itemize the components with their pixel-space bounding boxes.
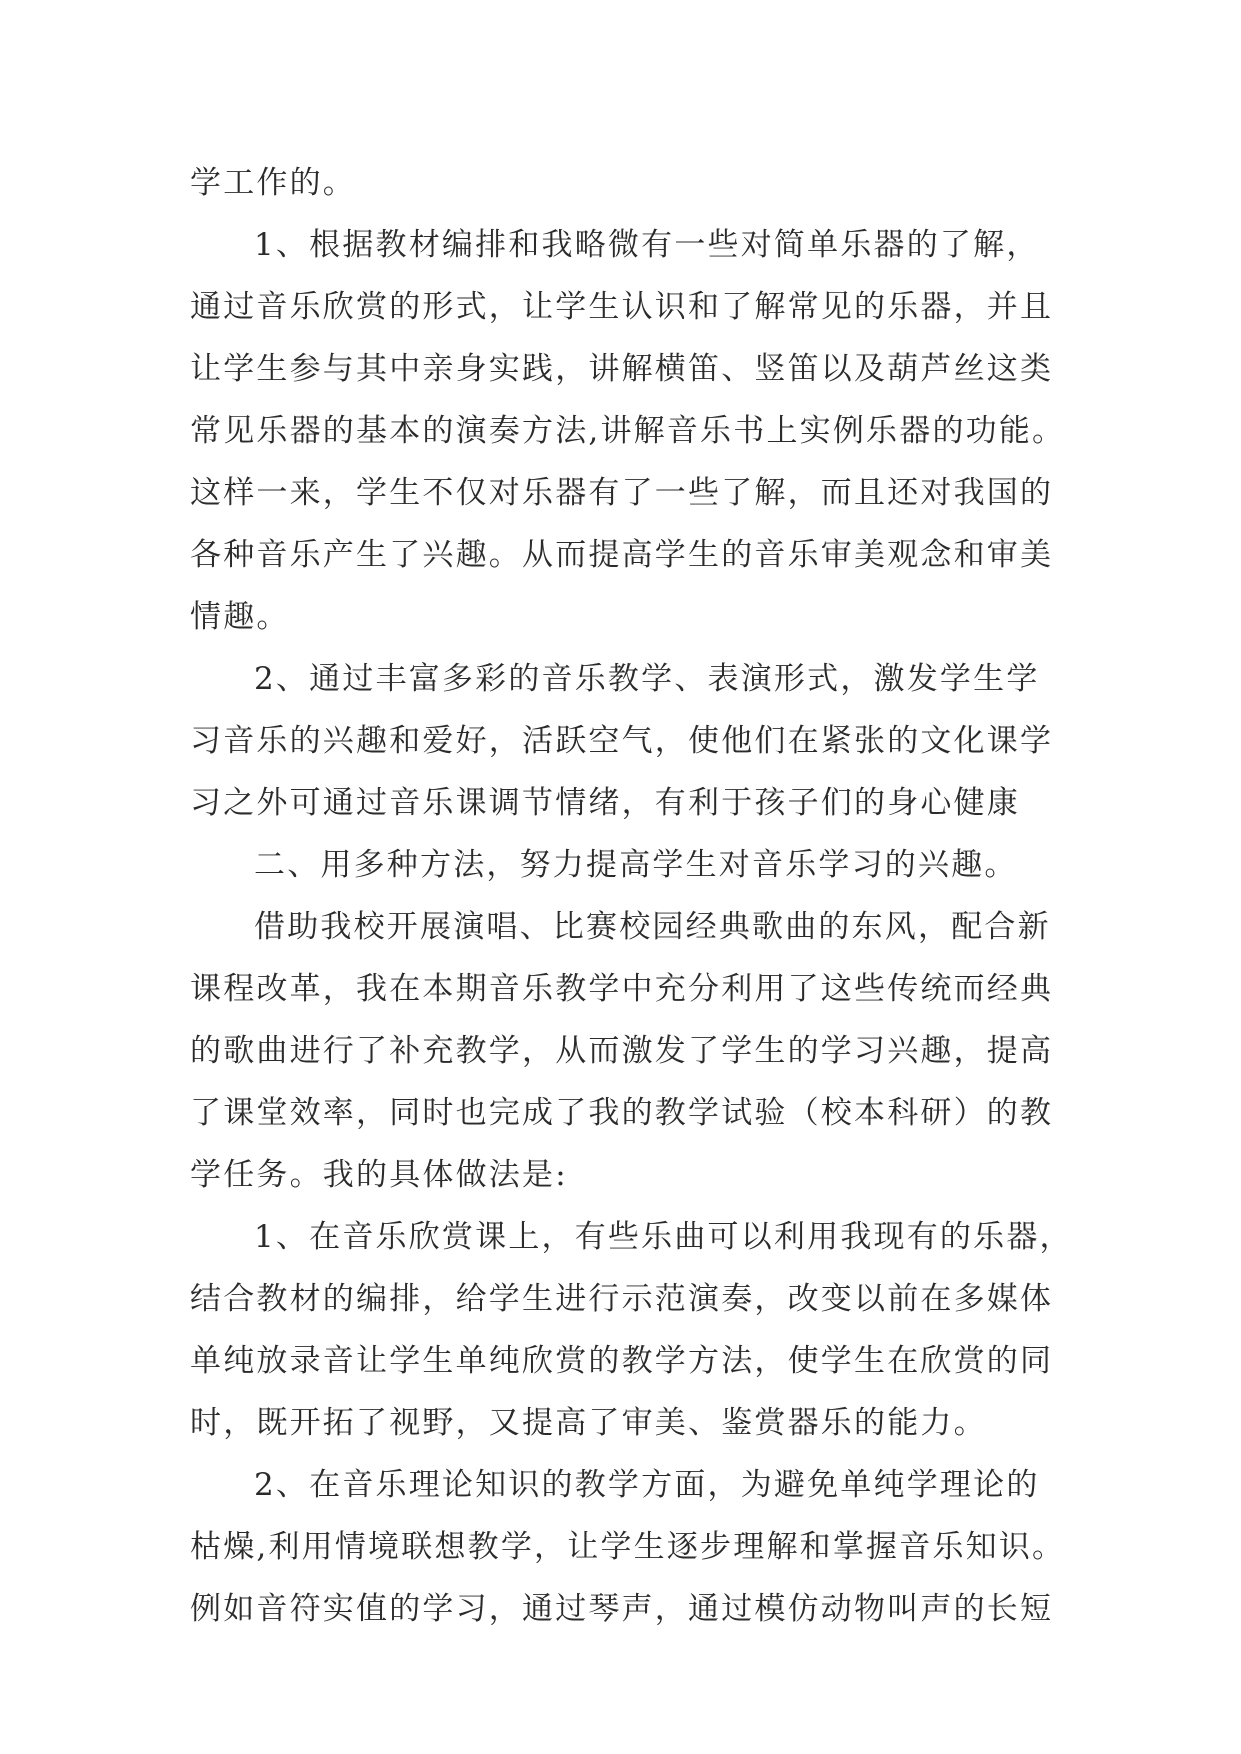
text-line: 借助我校开展演唱、比赛校园经典歌曲的东风，配合新 xyxy=(254,909,1051,945)
document-body xyxy=(190,152,1073,1640)
text-line: 习音乐的兴趣和爱好，活跃空气，使他们在紧张的文化课学 xyxy=(190,723,1054,759)
text-line: 让学生参与其中亲身实践，讲解横笛、竖笛以及葫芦丝这类 xyxy=(190,351,1054,387)
text-line: 的歌曲进行了补充教学，从而激发了学生的学习兴趣，提高 xyxy=(190,1033,1054,1069)
text-line: 通过音乐欣赏的形式，让学生认识和了解常见的乐器，并且 xyxy=(190,289,1054,325)
text-line: 二、用多种方法，努力提高学生对音乐学习的兴趣。 xyxy=(254,847,1018,883)
text-line: 了课堂效率，同时也完成了我的教学试验（校本科研）的教 xyxy=(190,1095,1054,1131)
text-line: 常见乐器的基本的演奏方法,讲解音乐书上实例乐器的功能。 xyxy=(190,413,1066,449)
text-line: 单纯放录音让学生单纯欣赏的教学方法，使学生在欣赏的同 xyxy=(190,1343,1054,1379)
text-line: 1、在音乐欣赏课上，有些乐曲可以利用我现有的乐器， xyxy=(254,1219,1073,1255)
text-line: 这样一来，学生不仅对乐器有了一些了解，而且还对我国的 xyxy=(190,475,1054,511)
text-line: 1、根据教材编排和我略微有一些对简单乐器的了解， xyxy=(254,227,1040,263)
text-line: 学任务。我的具体做法是: xyxy=(190,1157,568,1193)
text-line: 学工作的。 xyxy=(190,165,356,201)
text-line: 各种音乐产生了兴趣。从而提高学生的音乐审美观念和审美 xyxy=(190,537,1054,573)
text-line: 2、通过丰富多彩的音乐教学、表演形式，激发学生学 xyxy=(254,661,1040,697)
text-line: 2、在音乐理论知识的教学方面，为避免单纯学理论的 xyxy=(254,1467,1040,1503)
text-line: 枯燥,利用情境联想教学，让学生逐步理解和掌握音乐知识。 xyxy=(190,1529,1066,1565)
text-line: 时，既开拓了视野，又提高了审美、鉴赏器乐的能力。 xyxy=(190,1405,987,1441)
text-line: 结合教材的编排，给学生进行示范演奏，改变以前在多媒体 xyxy=(190,1281,1054,1317)
text-line: 情趣。 xyxy=(190,599,290,635)
text-line: 例如音符实值的学习，通过琴声，通过模仿动物叫声的长短 xyxy=(190,1591,1054,1627)
text-line: 课程改革，我在本期音乐教学中充分利用了这些传统而经典 xyxy=(190,971,1054,1007)
text-line: 习之外可通过音乐课调节情绪，有利于孩子们的身心健康 xyxy=(190,785,1020,821)
